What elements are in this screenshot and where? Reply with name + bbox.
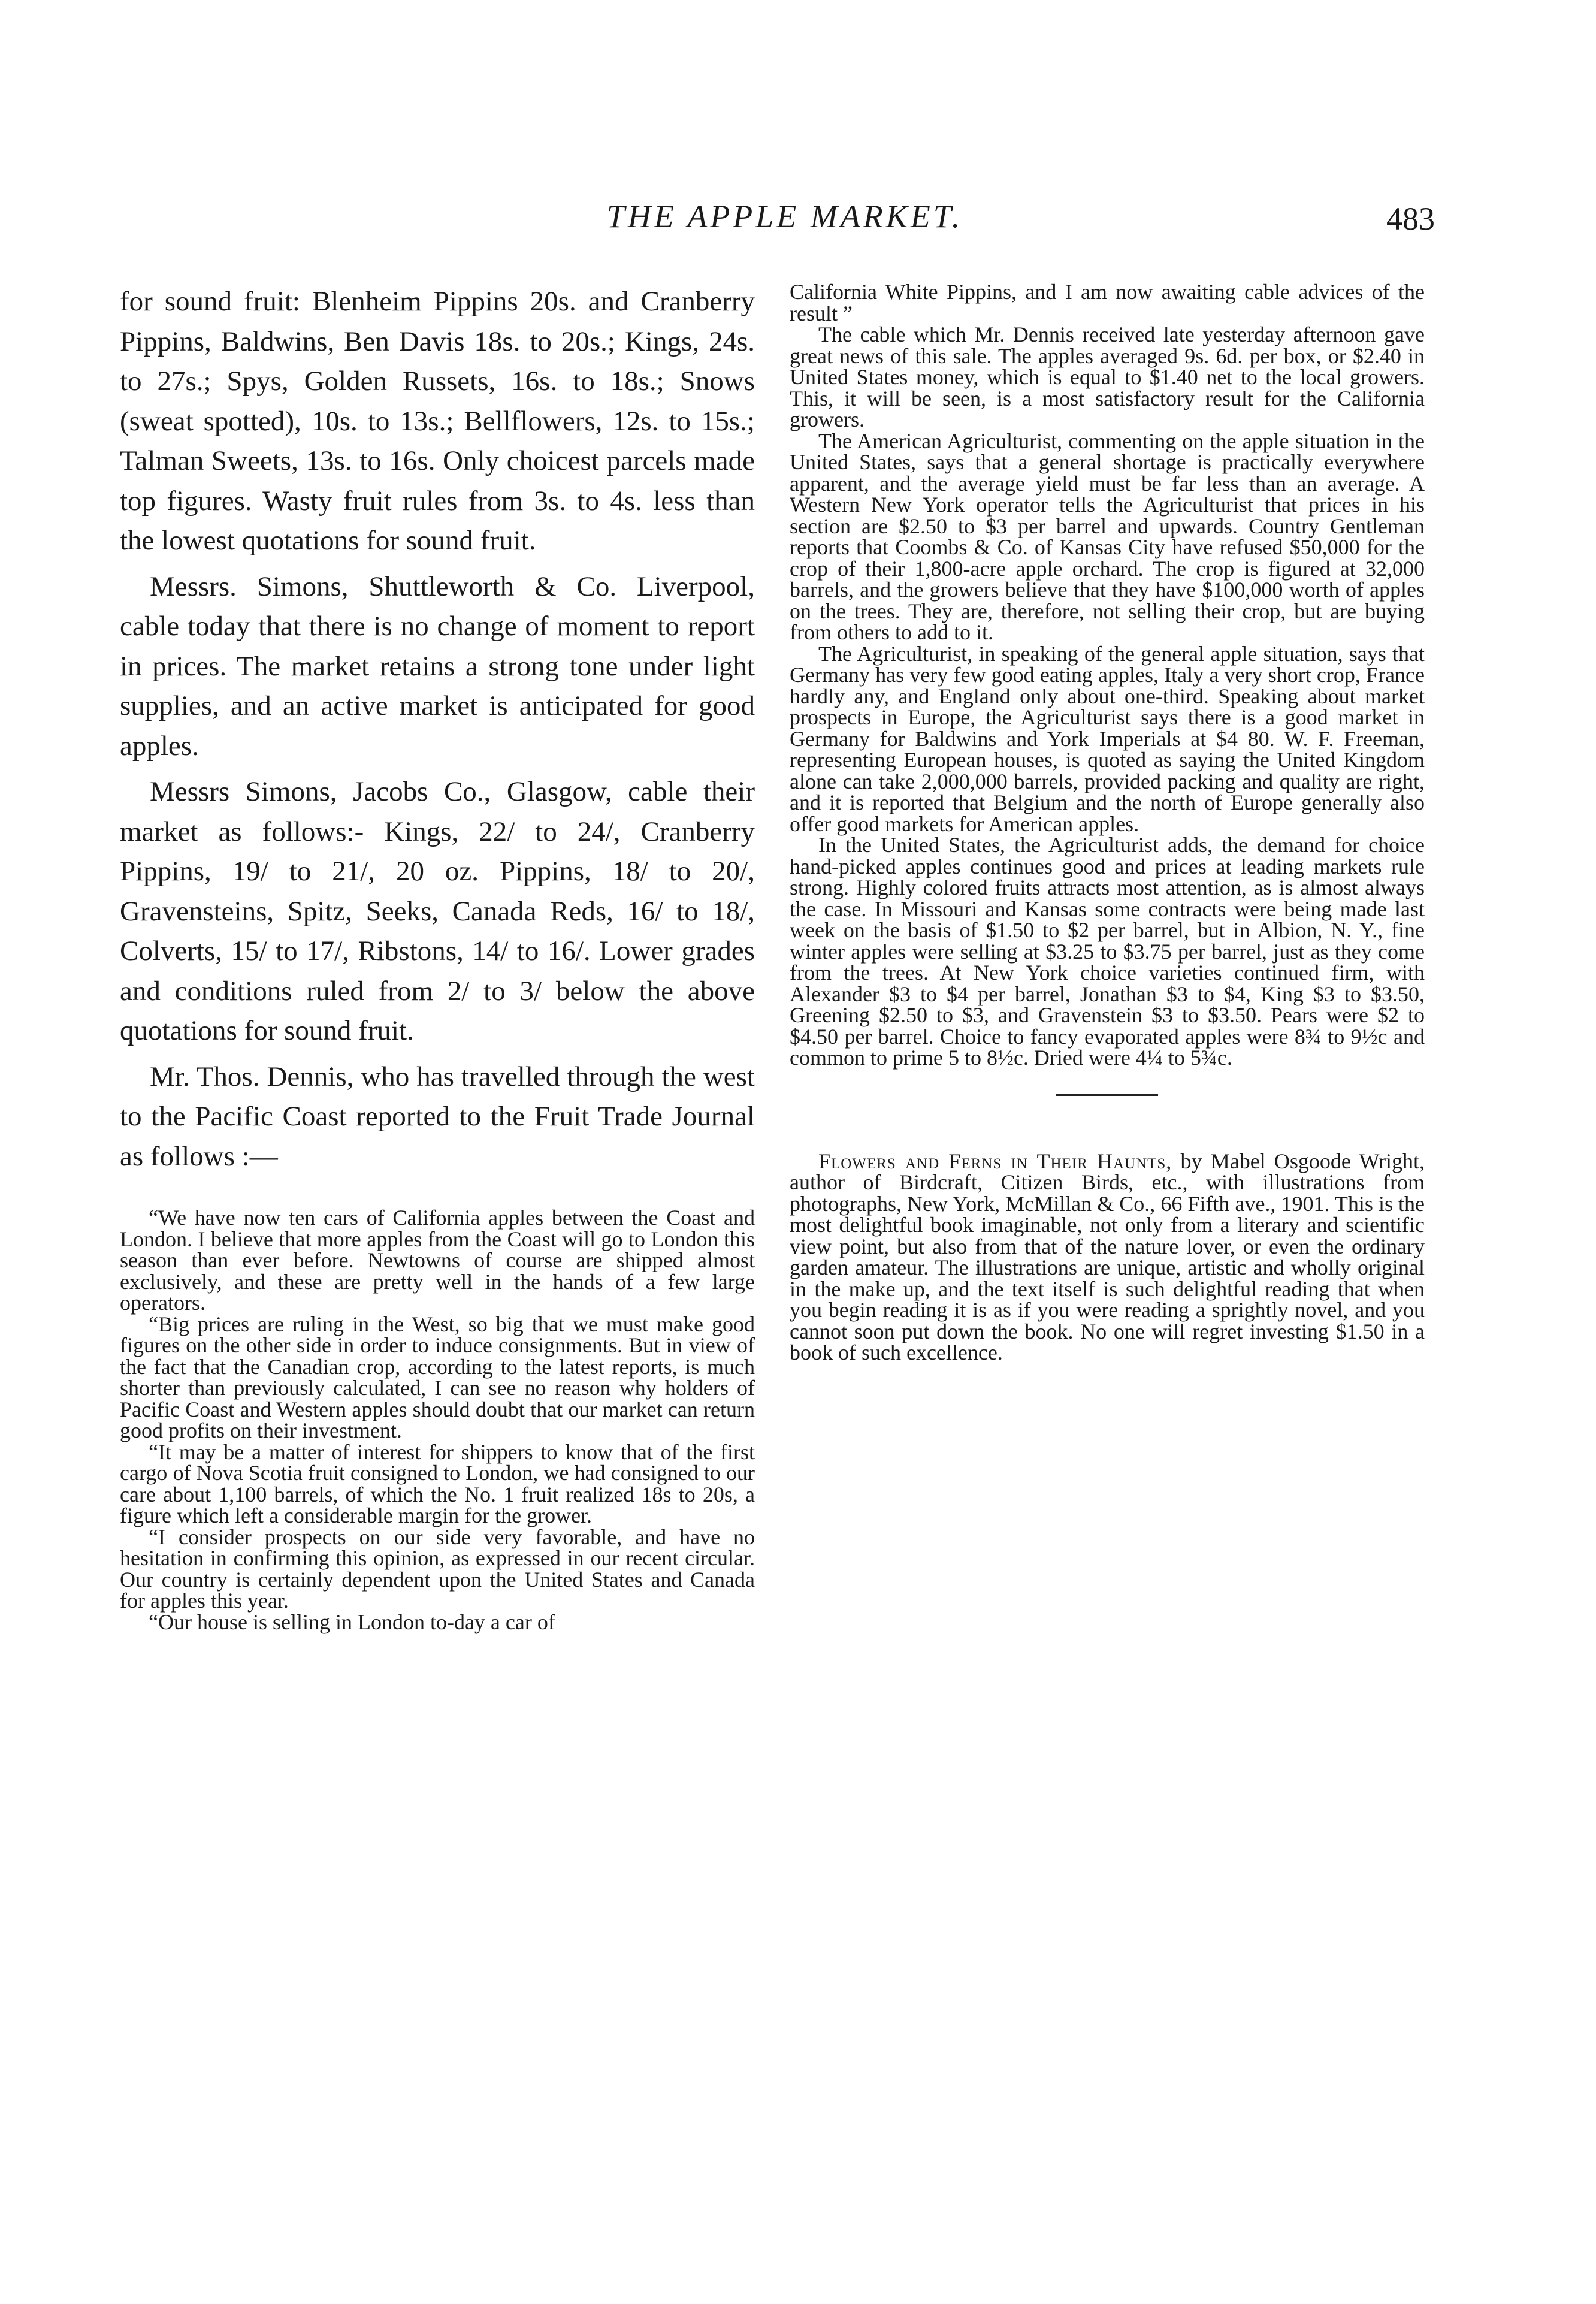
- paragraph: The American Agriculturist, commenting on the apple situation in the United States, says that a general shortage is practically everywhere apparent, and the average yield must be far less than an average. A Western New York operator tells the Agriculturist that prices in his section are $2.50 to $3 per barrel and upwards. Country Gentleman reports that Coombs & Co. of Kansas City have refused $50,000 for the crop of their 1,800-acre apple orchard. The crop is figured at 32,000 barrels, and the growers believe that they have $100,000 worth of apples on the trees. They are, therefore, not selling their crop, but are buying from others to add to it.: [790, 428, 1425, 644]
- book-title: Flowers and Ferns in Their Haunts,: [818, 1149, 1172, 1173]
- paragraph: Mr. Thos. Dennis, who has travelled through the west to the Pacific Coast reported to the Fruit Trade Journal as follows :—: [120, 1061, 755, 1172]
- section-divider: [1056, 1094, 1158, 1096]
- quote-paragraph: “I consider prospects on our side very favorable, and have no hesitation in confirming this opinion, as expressed in our recent circular. Our country is certainly dependent upon the United States and Canada for apples this year.: [120, 1524, 755, 1613]
- paragraph: for sound fruit: Blenheim Pippins 20s. and Cranberry Pippins, Baldwins, Ben Davis 18s. to 20s.; Kings, 24s. to 27s.; Spys, Golden Russets, 16s. to 18s.; Snows (sweat spotted), 10s. to 13s.; Bellflowers, 12s. to 15s.; Talman Sweets, 13s. to 16s. Only choicest parcels made top figures. Wasty fruit rules from 3s. to 4s. less than the lowest quotations for sound fruit.: [120, 286, 755, 556]
- right-column: [790, 282, 1425, 1364]
- left-column: [120, 282, 755, 1633]
- paragraph: Messrs Simons, Jacobs Co., Glasgow, cable their market as follows:- Kings, 22/ to 24/, Cranberry Pippins, 19/ to 21/, 20 oz. Pippins, 18/ to 20/, Gravensteins, Spitz, Seeks, Canada Reds, 16/ to 18/, Colverts, 15/ to 17/, Ribstons, 14/ to 16/. Lower grades and conditions ruled from 2/ to 3/ below the above quotations for sound fruit.: [120, 776, 755, 1046]
- paragraph: Messrs. Simons, Shuttleworth & Co. Liverpool, cable today that there is no change of moment to report in prices. The market retains a strong tone under light supplies, and an active market is anticipated for good apples.: [120, 570, 755, 762]
- quote-paragraph: “Big prices are ruling in the West, so big that we must make good figures on the other side in order to induce consignments. But in view of the fact that the Canadian crop, according to the latest reports, is much shorter than previously calculated, I can see no reason why holders of Pacific Coast and Western apples should doubt that our market can return good profits on their investment.: [120, 1312, 755, 1442]
- page-header: [120, 198, 1450, 252]
- book-review: [790, 1151, 1425, 1364]
- left-body: [120, 282, 755, 1176]
- book-review-text: by Mabel Osgoode Wright, author of Birdcraft, Citizen Birds, etc., with illustrations from photographs, New York, McMillan & Co., 66 Fifth ave., 1901. This is the most delightful book imaginable, not only from a literary and scientific view point, but also from that of the nature lover, or even the ordinary garden amateur. The illustrations are unique, artistic and wholly original in the make up, and the text itself is such delightful reading that when you begin reading it is as if you were reading a sprightly novel, and you cannot soon put down the book. No one will regret investing $1.50 in a book of such excellence.: [790, 1149, 1425, 1364]
- dennis-quote: [120, 1207, 755, 1633]
- paragraph: California White Pippins, and I am now awaiting cable advices of the result ”: [790, 280, 1425, 325]
- running-title: THE APPLE MARKET.: [606, 198, 963, 234]
- paragraph: The Agriculturist, in speaking of the general apple situation, says that Germany has very few good eating apples, Italy a very short crop, France hardly any, and England only about one-third. Speaking about market prospects in Europe, the Agriculturist says there is a good market in Germany for Baldwins and York Imperials at $4 80. W. F. Freeman, representing European houses, is quoted as saying the United Kingdom alone can take 2,000,000 barrels, provided packing and quality are right, and it is reported that Belgium and the north of Europe generally also offer good markets for American apples.: [790, 641, 1425, 836]
- quote-paragraph: “It may be a matter of interest for shippers to know that of the first cargo of Nova Scotia fruit consigned to London, we had consigned to our care about 1,100 barrels, of which the No. 1 fruit realized 18s to 20s, a figure which left a considerable margin for the grower.: [120, 1439, 755, 1527]
- quote-paragraph: “We have now ten cars of California apples between the Coast and London. I believe that more apples from the Coast will go to London this season than ever before. Newtowns of course are shipped almost exclusively, and these are pretty well in the hands of a few large operators.: [120, 1206, 755, 1315]
- paragraph: In the United States, the Agriculturist adds, the demand for choice hand-picked apples continues good and prices at leading markets rule strong. Highly colored fruits attracts most attention, as is almost always the case. In Missouri and Kansas some contracts were being made last week on the basis of $1.50 to $2 per barrel, but in Albion, N. Y., fine winter apples were selling at $3.25 to $3.75 per barrel, just as they come from the trees. At New York choice varieties continued firm, with Alexander $3 to $4 per barrel, Jonathan $3 to $4, King $3 to $3.50, Greening $2.50 to $3, and Gravenstein $3 to $3.50. Pears were $2 to $4.50 per barrel. Choice to fancy evaporated apples were 8¾ to 9½c and common to prime 5 to 8½c. Dried were 4¼ to 5¾c.: [790, 833, 1425, 1070]
- paragraph: The cable which Mr. Dennis received late yesterday afternoon gave great news of this sale. The apples averaged 9s. 6d. per box, or $2.40 in United States money, which is equal to $1.40 net to the local growers. This, it will be seen, is a most satisfactory result for the California growers.: [790, 322, 1425, 431]
- page-number: 483: [1386, 201, 1435, 237]
- quote-paragraph: “Our house is selling in London to-day a car of: [149, 1610, 555, 1634]
